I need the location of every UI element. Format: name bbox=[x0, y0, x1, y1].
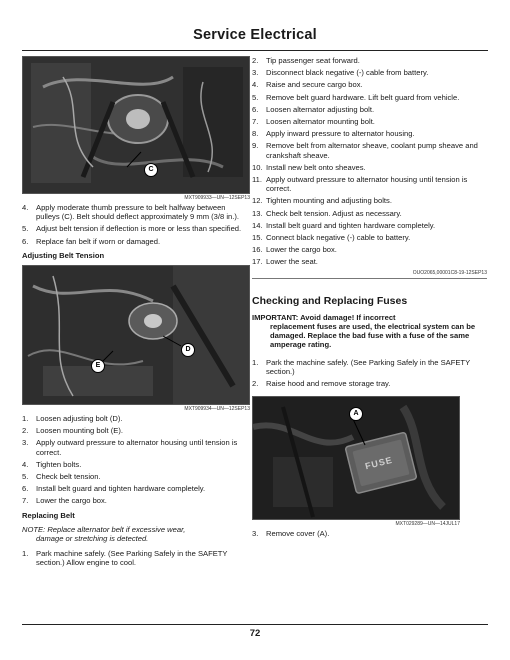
list-item: 14. Install belt guard and tighten hardware completely. bbox=[252, 220, 436, 230]
footer-rule bbox=[22, 624, 488, 625]
belt-replace-steps bbox=[252, 56, 487, 267]
engine-belt-photo bbox=[22, 56, 250, 194]
fuse-steps bbox=[252, 358, 487, 389]
list-item: 13. Check belt tension. Adjust as necessary. bbox=[252, 208, 402, 218]
list-item: 7. Lower the cargo box. bbox=[22, 496, 107, 506]
list-item: 1. Park machine safely. (See Parking Safely in the SAFETY section.) Allow engine to cool. bbox=[22, 549, 228, 568]
callout-e: E bbox=[91, 359, 105, 373]
figure-ref: MXT909934—UN—12SEP13 bbox=[184, 406, 250, 413]
callout-d: D bbox=[181, 343, 195, 357]
replace-steps bbox=[22, 549, 250, 567]
adjust-steps bbox=[22, 414, 250, 506]
list-item: 1. Loosen adjusting bolt (D). bbox=[22, 414, 123, 424]
list-item: 9. Remove belt from alternator sheave, coolant pump sheave and crankshaft sheave. bbox=[252, 141, 478, 160]
header-rule bbox=[22, 50, 488, 51]
list-item: 6. Replace fan belt if worn or damaged. bbox=[22, 236, 161, 246]
callout-c: C bbox=[144, 163, 158, 177]
list-item: 5. Check belt tension. bbox=[22, 472, 101, 482]
list-item: 5. Remove belt guard hardware. Lift belt guard from vehicle. bbox=[252, 92, 460, 102]
fuse-label: FUSE bbox=[364, 455, 394, 472]
belt-tension-photo bbox=[22, 265, 250, 405]
left-column bbox=[22, 56, 250, 571]
list-item: 11. Apply outward pressure to alternator housing until tension is correct. bbox=[252, 175, 468, 194]
right-column bbox=[252, 56, 487, 541]
list-item: 12. Tighten mounting and adjusting bolts. bbox=[252, 196, 392, 206]
fuse-steps-continued bbox=[252, 529, 487, 538]
list-item: 16. Lower the cargo box. bbox=[252, 245, 337, 255]
page-title: Service Electrical bbox=[193, 27, 317, 43]
figure-ref: MXT909933—UN—12SEP13 bbox=[184, 195, 250, 201]
important-notice: IMPORTANT: Avoid damage! If incorrect replacement fuses are used, the electrical system can be damaged. Replace the bad fuse with a fuse of the same amperage rating. bbox=[252, 312, 476, 350]
list-item: 2. Raise hood and remove storage tray. bbox=[252, 379, 391, 389]
list-item: 15. Connect black negative (-) cable to battery. bbox=[252, 233, 411, 243]
list-item: 6. Install belt guard and tighten hardware completely. bbox=[22, 484, 206, 494]
list-item: 17. Lower the seat. bbox=[252, 257, 318, 267]
list-item: 4. Apply moderate thumb pressure to belt halfway between pulleys (C). Belt should deflect approximately 9 mm (3/8 in.). bbox=[22, 203, 240, 222]
list-item: 4. Raise and secure cargo box. bbox=[252, 80, 363, 90]
list-item: 3. Disconnect black negative (-) cable from battery. bbox=[252, 68, 429, 78]
doc-ref: OUO2065,00001C8-19-12SEP13 bbox=[412, 269, 487, 276]
list-item: 2. Loosen mounting bolt (E). bbox=[22, 426, 123, 436]
figure-ref: MXT029289—UN—14JUL17 bbox=[395, 521, 460, 528]
subheading-replacing: Replacing Belt bbox=[22, 510, 75, 520]
note: NOTE: Replace alternator belt if excessive wear, damage or stretching is detected. bbox=[22, 524, 186, 544]
list-item: 3. Remove cover (A). bbox=[252, 529, 330, 539]
list-item: 2. Tip passenger seat forward. bbox=[252, 56, 360, 65]
list-item: 10. Install new belt onto sheaves. bbox=[252, 162, 366, 172]
list-item: 1. Park the machine safely. (See Parking Safely in the SAFETY section.) bbox=[252, 357, 471, 376]
list-item: 5. Adjust belt tension if deflection is more or less than specified. bbox=[22, 224, 242, 234]
fuse-cover-photo bbox=[252, 396, 460, 520]
section-divider bbox=[252, 278, 487, 279]
page-number: 72 bbox=[249, 628, 261, 639]
section-title-fuses: Checking and Replacing Fuses bbox=[252, 294, 408, 307]
list-item: 7. Loosen alternator mounting bolt. bbox=[252, 117, 375, 127]
list-item: 6. Loosen alternator adjusting bolt. bbox=[252, 104, 375, 114]
callout-a: A bbox=[349, 407, 363, 421]
belt-check-steps bbox=[22, 203, 250, 246]
list-item: 3. Apply outward pressure to alternator housing until tension is correct. bbox=[22, 438, 238, 457]
list-item: 8. Apply inward pressure to alternator housing. bbox=[252, 129, 415, 139]
list-item: 4. Tighten bolts. bbox=[22, 459, 82, 469]
subheading-adjusting: Adjusting Belt Tension bbox=[22, 250, 105, 260]
